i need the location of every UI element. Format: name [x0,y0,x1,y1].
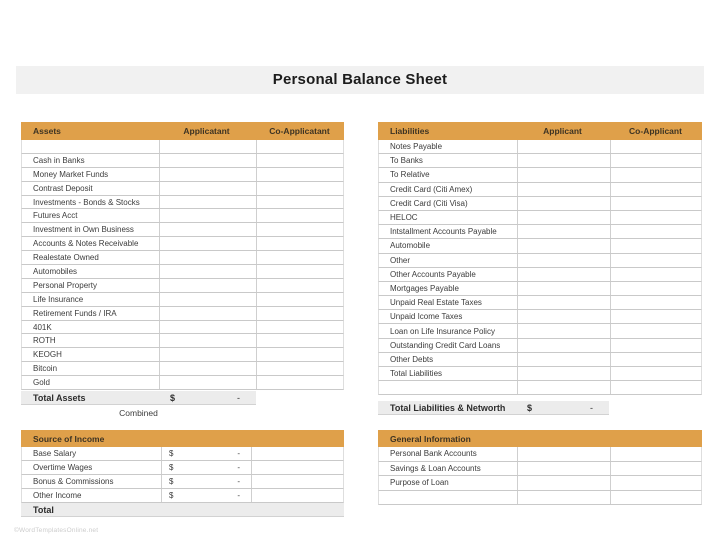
applicant-value-cell[interactable] [159,265,256,278]
table-row [378,353,702,367]
applicant-value-cell[interactable] [159,168,256,181]
amount-cell[interactable] [161,475,251,488]
table-row [21,307,344,321]
source-of-income-header: Source of Income [21,430,344,447]
row-label: Contrast Deposit [33,183,93,193]
table-row [21,154,344,168]
co-applicant-value-cell[interactable] [610,353,703,366]
co-applicant-value-cell[interactable] [256,321,345,334]
applicant-value-cell[interactable] [517,381,610,394]
co-applicant-value-cell[interactable] [256,140,345,153]
row-label: Automobiles [33,266,78,276]
applicant-value-cell[interactable] [517,268,610,281]
applicant-value-cell[interactable] [517,353,610,366]
liabilities-rows [378,140,702,381]
value-cell[interactable] [610,491,703,505]
row-label: Investment in Own Business [33,225,134,235]
table-row [378,296,702,310]
page-title: Personal Balance Sheet [16,66,704,94]
applicant-value-cell[interactable] [517,282,610,295]
liabilities-co-applicant-column-header: Co-Applicant [629,126,682,136]
co-applicant-value-cell[interactable] [256,376,345,389]
table-row [378,268,702,282]
row-label: Bonus & Commissions [33,477,114,486]
co-applicant-value-cell[interactable] [610,339,703,352]
table-row [378,140,702,154]
currency-symbol: $ [169,491,174,500]
applicant-value-cell[interactable] [159,279,256,292]
row-label: Savings & Loan Accounts [390,463,481,473]
row-label: Unpaid Real Estate Taxes [390,298,482,308]
applicant-value-cell[interactable] [517,339,610,352]
co-applicant-value-cell[interactable] [610,239,703,252]
currency-symbol: $ [527,402,533,413]
assets-co-applicant-column-header: Co-Applicatant [269,126,330,136]
applicant-value-cell[interactable] [517,239,610,252]
table-row [21,223,344,237]
applicant-value-cell[interactable] [159,362,256,375]
applicant-value-cell[interactable] [159,196,256,209]
row-label: Other Debts [390,354,434,364]
applicant-value-cell[interactable] [159,307,256,320]
co-applicant-value-cell[interactable] [610,282,703,295]
blank-row [378,491,702,506]
extra-value-cell[interactable] [251,489,345,502]
row-label: Other Accounts Payable [390,269,476,279]
row-label: Notes Payable [390,142,443,152]
table-row [21,334,344,348]
co-applicant-value-cell[interactable] [256,265,345,278]
amount-value: - [237,491,240,500]
row-label: Accounts & Notes Receivable [33,239,139,249]
table-row [378,462,702,477]
co-applicant-value-cell[interactable] [610,381,703,394]
liabilities-applicant-column-header: Applicant [543,126,582,136]
co-applicant-value-cell[interactable] [610,168,703,181]
row-label: Purpose of Loan [390,478,449,488]
income-total-row [21,503,344,517]
blank-row [378,381,702,395]
table-row [21,348,344,362]
table-row [378,310,702,324]
applicant-value-cell[interactable] [517,154,610,167]
applicant-value-cell[interactable] [517,211,610,224]
table-row [378,476,702,491]
co-applicant-value-cell[interactable] [256,334,345,347]
total-assets-label: Total Assets [33,392,86,403]
row-label: Other Income [33,491,82,500]
co-applicant-value-cell[interactable] [610,140,703,153]
amount-value: - [237,449,240,458]
applicant-value-cell[interactable] [159,154,256,167]
table-row [378,324,702,338]
liabilities-header: Liabilities [390,126,430,136]
income-rows [21,447,344,503]
co-applicant-value-cell[interactable] [610,183,703,196]
row-label: Outstanding Credit Card Loans [390,340,501,350]
amount-cell[interactable] [161,447,251,460]
total-assets-row [21,391,256,405]
row-label: To Banks [390,156,423,166]
row-label: Retirement Funds / IRA [33,308,117,318]
co-applicant-value-cell[interactable] [256,362,345,375]
table-row [21,209,344,223]
currency-symbol: $ [169,449,174,458]
combined-label: Combined [119,408,158,419]
row-label: Intstallment Accounts Payable [390,227,497,237]
source-of-income-table [21,430,344,517]
row-label: Gold [33,378,50,388]
table-row [21,265,344,279]
co-applicant-value-cell[interactable] [256,196,345,209]
amount-cell[interactable] [161,461,251,474]
co-applicant-value-cell[interactable] [256,237,345,250]
general-rows [378,447,702,491]
row-label: ROTH [33,336,56,346]
applicant-value-cell[interactable] [517,197,610,210]
value-cell[interactable] [517,447,610,461]
co-applicant-value-cell[interactable] [610,225,703,238]
table-row [378,239,702,253]
row-label: Credit Card (Citi Amex) [390,184,473,194]
table-row [21,182,344,196]
applicant-value-cell[interactable] [159,182,256,195]
table-row [378,154,702,168]
co-applicant-value-cell[interactable] [256,307,345,320]
table-row [378,367,702,381]
applicant-value-cell[interactable] [159,237,256,250]
table-row [21,293,344,307]
table-row [378,211,702,225]
currency-symbol: $ [169,463,174,472]
co-applicant-value-cell[interactable] [610,296,703,309]
applicant-value-cell[interactable] [517,254,610,267]
applicant-value-cell[interactable] [517,168,610,181]
table-row [21,251,344,265]
total-liabilities-networth-value: - [590,402,593,413]
row-label: Futures Acct [33,211,78,221]
table-row [378,225,702,239]
table-row [21,168,344,182]
value-cell[interactable] [610,476,703,490]
row-label: Loan on Life Insurance Policy [390,326,495,336]
income-total-label: Total [33,504,54,515]
liabilities-table [378,122,702,415]
row-label: Investments - Bonds & Stocks [33,197,140,207]
row-label: Total Liabilities [390,369,443,379]
currency-symbol: $ [169,477,174,486]
total-assets-value: - [237,392,240,403]
applicant-value-cell[interactable] [517,183,610,196]
co-applicant-value-cell[interactable] [610,310,703,323]
co-applicant-value-cell[interactable] [256,182,345,195]
table-row [21,475,344,489]
co-applicant-value-cell[interactable] [610,268,703,281]
value-cell[interactable] [517,491,610,505]
table-row [378,168,702,182]
row-label: HELOC [390,213,418,223]
table-row [21,237,344,251]
blank-row [21,140,344,154]
co-applicant-value-cell[interactable] [256,168,345,181]
applicant-value-cell[interactable] [159,140,256,153]
row-label: Bitcoin [33,364,58,374]
co-applicant-value-cell[interactable] [610,324,703,337]
applicant-value-cell[interactable] [517,367,610,380]
table-row [21,362,344,376]
table-row [21,279,344,293]
value-cell[interactable] [517,462,610,476]
applicant-value-cell[interactable] [159,376,256,389]
general-information-header: General Information [378,430,702,447]
amount-value: - [237,463,240,472]
watermark: ©WordTemplatesOnline.net [14,527,99,534]
applicant-value-cell[interactable] [159,251,256,264]
currency-symbol: $ [170,392,176,403]
row-label: Credit Card (Citi Visa) [390,198,468,208]
table-row [21,461,344,475]
table-row [378,183,702,197]
row-label: Cash in Banks [33,155,85,165]
co-applicant-value-cell[interactable] [256,223,345,236]
value-cell[interactable] [517,476,610,490]
table-row [378,197,702,211]
assets-rows [21,154,344,390]
extra-value-cell[interactable] [251,475,345,488]
assets-applicant-column-header: Applicatant [183,126,230,136]
table-row [378,254,702,268]
row-label: Personal Property [33,280,98,290]
applicant-value-cell[interactable] [159,223,256,236]
co-applicant-value-cell[interactable] [610,254,703,267]
co-applicant-value-cell[interactable] [256,279,345,292]
applicant-value-cell[interactable] [517,225,610,238]
general-information-table [378,430,702,505]
row-label: Realestate Owned [33,253,99,263]
row-label: Life Insurance [33,294,84,304]
applicant-value-cell[interactable] [517,140,610,153]
value-cell[interactable] [610,462,703,476]
extra-value-cell[interactable] [251,461,345,474]
row-label: Personal Bank Accounts [390,449,477,459]
assets-header-row [21,122,344,140]
row-label: Other [390,255,411,265]
row-label: Base Salary [33,449,77,458]
co-applicant-value-cell[interactable] [256,154,345,167]
amount-value: - [237,477,240,486]
applicant-value-cell[interactable] [517,296,610,309]
total-liabilities-networth-label: Total Liabilities & Networth [390,402,506,413]
co-applicant-value-cell[interactable] [256,293,345,306]
row-label: Overtime Wages [33,463,93,472]
table-row [21,321,344,335]
co-applicant-value-cell[interactable] [610,211,703,224]
table-row [378,447,702,462]
table-row [21,376,344,390]
table-row [21,489,344,503]
row-label: Unpaid Icome Taxes [390,312,463,322]
applicant-value-cell[interactable] [159,321,256,334]
row-label: Money Market Funds [33,169,109,179]
value-cell[interactable] [610,447,703,461]
row-label: Automobile [390,241,431,251]
applicant-value-cell[interactable] [159,293,256,306]
total-liabilities-networth-row [378,401,609,415]
amount-cell[interactable] [161,489,251,502]
table-row [378,282,702,296]
applicant-value-cell[interactable] [159,209,256,222]
co-applicant-value-cell[interactable] [610,367,703,380]
row-label: Mortgages Payable [390,283,459,293]
row-label: 401K [33,322,52,332]
co-applicant-value-cell[interactable] [610,197,703,210]
co-applicant-value-cell[interactable] [256,251,345,264]
co-applicant-value-cell[interactable] [256,348,345,361]
liabilities-header-row [378,122,702,140]
table-row [378,339,702,353]
table-row [21,447,344,461]
applicant-value-cell[interactable] [517,324,610,337]
assets-header: Assets [33,126,61,136]
applicant-value-cell[interactable] [159,334,256,347]
extra-value-cell[interactable] [251,447,345,460]
applicant-value-cell[interactable] [159,348,256,361]
co-applicant-value-cell[interactable] [256,209,345,222]
table-row [21,196,344,210]
row-label: To Relative [390,170,430,180]
row-label: KEOGH [33,350,62,360]
assets-table [21,122,344,418]
co-applicant-value-cell[interactable] [610,154,703,167]
applicant-value-cell[interactable] [517,310,610,323]
